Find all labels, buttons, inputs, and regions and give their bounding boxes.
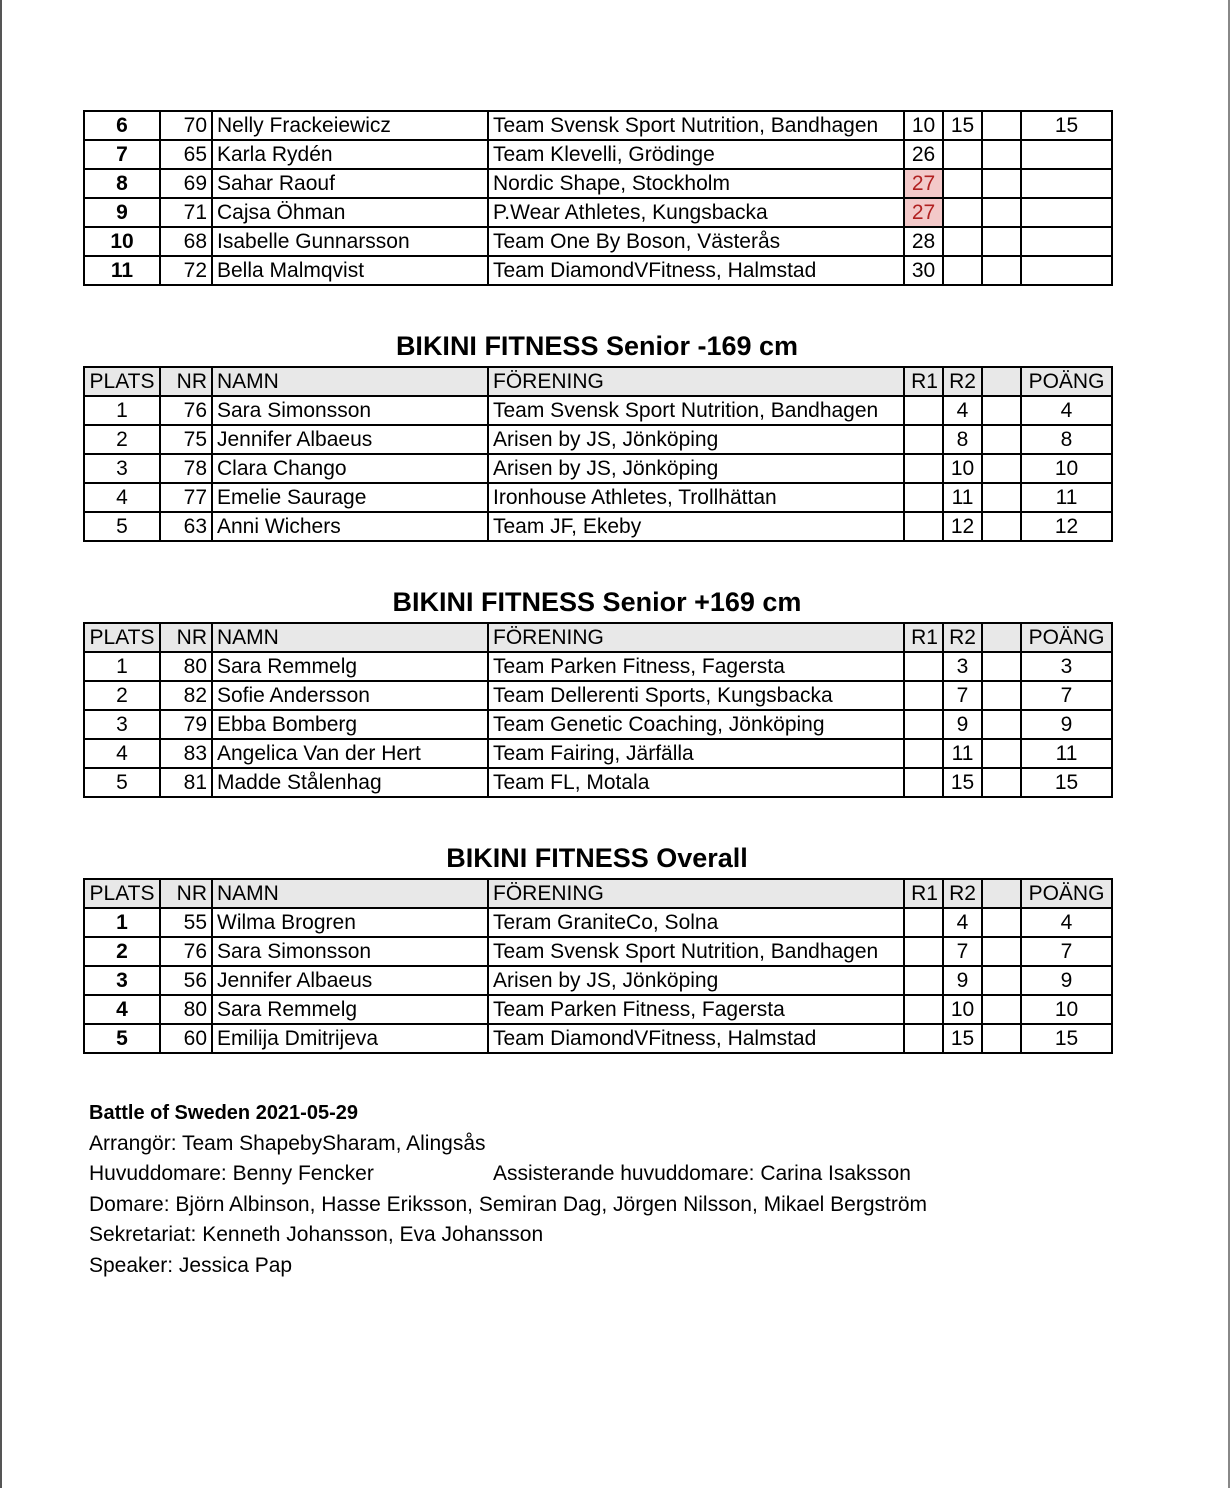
- forening-cell: Ironhouse Athletes, Trollhättan: [488, 483, 904, 512]
- namn-cell: Anni Wichers: [212, 512, 488, 541]
- r1-cell: 30: [904, 256, 943, 285]
- nr-cell: 76: [160, 396, 212, 425]
- judges-line: Domare: Björn Albinson, Hasse Eriksson, Semiran Dag, Jörgen Nilsson, Mikael Bergström: [89, 1192, 928, 1216]
- namn-cell: Sara Remmelg: [212, 652, 488, 681]
- poang-cell: 9: [1021, 710, 1112, 739]
- table-header-row: [84, 367, 1112, 396]
- empty-cell: [982, 652, 1021, 681]
- r2-cell: 15: [943, 111, 982, 140]
- table-row: [84, 937, 1112, 966]
- header-forening: FÖRENING: [488, 623, 904, 652]
- header-r2: R2: [943, 879, 982, 908]
- nr-cell: 80: [160, 995, 212, 1024]
- header-poang: POÄNG: [1021, 879, 1112, 908]
- results-table-overall: [83, 878, 1113, 1054]
- forening-cell: Team One By Boson, Västerås: [488, 227, 904, 256]
- nr-cell: 83: [160, 739, 212, 768]
- forening-cell: Arisen by JS, Jönköping: [488, 966, 904, 995]
- header-r1: R1: [904, 623, 943, 652]
- table-row: [84, 169, 1112, 198]
- namn-cell: Isabelle Gunnarsson: [212, 227, 488, 256]
- speaker-line: Speaker: Jessica Pap: [89, 1253, 293, 1277]
- empty-cell: [982, 454, 1021, 483]
- r2-cell: 7: [943, 681, 982, 710]
- poang-cell: [1021, 198, 1112, 227]
- table-row: [84, 256, 1112, 285]
- table-row: [84, 140, 1112, 169]
- nr-cell: 63: [160, 512, 212, 541]
- forening-cell: Team Svensk Sport Nutrition, Bandhagen: [488, 396, 904, 425]
- r1-cell: [904, 995, 943, 1024]
- r1-cell: [904, 512, 943, 541]
- header-poang: POÄNG: [1021, 367, 1112, 396]
- forening-cell: Team Parken Fitness, Fagersta: [488, 652, 904, 681]
- forening-cell: Nordic Shape, Stockholm: [488, 169, 904, 198]
- poang-cell: 10: [1021, 454, 1112, 483]
- poang-cell: 12: [1021, 512, 1112, 541]
- poang-cell: 7: [1021, 937, 1112, 966]
- r1-cell: [904, 966, 943, 995]
- table-row: [84, 396, 1112, 425]
- nr-cell: 72: [160, 256, 212, 285]
- empty-cell: [982, 1024, 1021, 1053]
- poang-cell: 11: [1021, 483, 1112, 512]
- poang-cell: 7: [1021, 681, 1112, 710]
- poang-cell: 11: [1021, 739, 1112, 768]
- forening-cell: Team FL, Motala: [488, 768, 904, 797]
- nr-cell: 82: [160, 681, 212, 710]
- poang-cell: 15: [1021, 111, 1112, 140]
- forening-cell: Team Svensk Sport Nutrition, Bandhagen: [488, 111, 904, 140]
- nr-cell: 79: [160, 710, 212, 739]
- plats-cell: 2: [84, 425, 160, 454]
- table-row: [84, 908, 1112, 937]
- nr-cell: 70: [160, 111, 212, 140]
- namn-cell: Sara Simonsson: [212, 937, 488, 966]
- r2-cell: 8: [943, 425, 982, 454]
- header-forening: FÖRENING: [488, 879, 904, 908]
- header-nr: NR: [160, 367, 212, 396]
- table-row: [84, 652, 1112, 681]
- empty-cell: [982, 425, 1021, 454]
- empty-cell: [982, 512, 1021, 541]
- poang-cell: 15: [1021, 1024, 1112, 1053]
- r2-cell: 4: [943, 908, 982, 937]
- header-nr: NR: [160, 879, 212, 908]
- r1-cell: [904, 652, 943, 681]
- nr-cell: 78: [160, 454, 212, 483]
- r1-cell: 10: [904, 111, 943, 140]
- table-row: [84, 198, 1112, 227]
- nr-cell: 60: [160, 1024, 212, 1053]
- nr-cell: 76: [160, 937, 212, 966]
- r2-cell: 4: [943, 396, 982, 425]
- section-title: BIKINI FITNESS Senior -169 cm: [395, 331, 799, 361]
- assistant-head-judge: Assisterande huvuddomare: Carina Isaksson: [493, 1162, 911, 1186]
- organizer-line: Arrangör: Team ShapebySharam, Alingsås: [89, 1131, 486, 1155]
- forening-cell: Team DiamondVFitness, Halmstad: [488, 1024, 904, 1053]
- table-row: [84, 1024, 1112, 1053]
- namn-cell: Angelica Van der Hert: [212, 739, 488, 768]
- plats-cell: 9: [84, 198, 160, 227]
- plats-cell: 5: [84, 512, 160, 541]
- empty-cell: [982, 140, 1021, 169]
- forening-cell: Team Genetic Coaching, Jönköping: [488, 710, 904, 739]
- r2-cell: 10: [943, 995, 982, 1024]
- empty-cell: [982, 483, 1021, 512]
- namn-cell: Nelly Frackeiewicz: [212, 111, 488, 140]
- plats-cell: 3: [84, 454, 160, 483]
- empty-cell: [982, 681, 1021, 710]
- header-poang: POÄNG: [1021, 623, 1112, 652]
- namn-cell: Emelie Saurage: [212, 483, 488, 512]
- header-r2: R2: [943, 367, 982, 396]
- poang-cell: [1021, 256, 1112, 285]
- results-table-continued: [83, 110, 1113, 286]
- plats-cell: 4: [84, 739, 160, 768]
- section-title: BIKINI FITNESS Overall: [446, 843, 748, 873]
- plats-cell: 2: [84, 937, 160, 966]
- r1-cell: [904, 768, 943, 797]
- header-r1: R1: [904, 367, 943, 396]
- empty-cell: [982, 256, 1021, 285]
- header-plats: PLATS: [84, 367, 160, 396]
- namn-cell: Ebba Bomberg: [212, 710, 488, 739]
- header-plats: PLATS: [84, 879, 160, 908]
- poang-cell: 3: [1021, 652, 1112, 681]
- forening-cell: Arisen by JS, Jönköping: [488, 425, 904, 454]
- poang-cell: 4: [1021, 396, 1112, 425]
- plats-cell: 3: [84, 710, 160, 739]
- r1-cell: [904, 710, 943, 739]
- table-row: [84, 512, 1112, 541]
- r2-cell: 7: [943, 937, 982, 966]
- table-row: [84, 454, 1112, 483]
- r2-cell: 15: [943, 768, 982, 797]
- event-info: [89, 1098, 927, 1282]
- table-row: [84, 768, 1112, 797]
- results-table-senior-plus-169: [83, 622, 1113, 798]
- empty-cell: [982, 396, 1021, 425]
- r1-cell: [904, 908, 943, 937]
- r1-cell: [904, 483, 943, 512]
- r2-cell: 11: [943, 739, 982, 768]
- namn-cell: Sofie Andersson: [212, 681, 488, 710]
- namn-cell: Sara Remmelg: [212, 995, 488, 1024]
- poang-cell: [1021, 140, 1112, 169]
- table-header-row: [84, 623, 1112, 652]
- r1-cell: 26: [904, 140, 943, 169]
- header-namn: NAMN: [212, 367, 488, 396]
- poang-cell: 9: [1021, 966, 1112, 995]
- table-row: [84, 227, 1112, 256]
- forening-cell: Teram GraniteCo, Solna: [488, 908, 904, 937]
- empty-cell: [982, 908, 1021, 937]
- r2-cell: 10: [943, 454, 982, 483]
- empty-cell: [982, 169, 1021, 198]
- nr-cell: 80: [160, 652, 212, 681]
- header-forening: FÖRENING: [488, 367, 904, 396]
- section-title: BIKINI FITNESS Senior +169 cm: [392, 587, 802, 617]
- poang-cell: [1021, 227, 1112, 256]
- r2-cell: 12: [943, 512, 982, 541]
- r1-cell: [904, 739, 943, 768]
- plats-cell: 5: [84, 768, 160, 797]
- nr-cell: 69: [160, 169, 212, 198]
- r2-cell: [943, 256, 982, 285]
- plats-cell: 6: [84, 111, 160, 140]
- plats-cell: 11: [84, 256, 160, 285]
- namn-cell: Karla Rydén: [212, 140, 488, 169]
- namn-cell: Bella Malmqvist: [212, 256, 488, 285]
- empty-cell: [982, 995, 1021, 1024]
- empty-cell: [982, 768, 1021, 797]
- namn-cell: Clara Chango: [212, 454, 488, 483]
- r2-cell: 9: [943, 710, 982, 739]
- plats-cell: 2: [84, 681, 160, 710]
- r2-cell: [943, 169, 982, 198]
- forening-cell: Team Dellerenti Sports, Kungsbacka: [488, 681, 904, 710]
- poang-cell: [1021, 169, 1112, 198]
- event-title: Battle of Sweden 2021-05-29: [89, 1102, 358, 1124]
- header-empty: [982, 879, 1021, 908]
- header-plats: PLATS: [84, 623, 160, 652]
- table-row: [84, 483, 1112, 512]
- r1-cell: [904, 681, 943, 710]
- namn-cell: Wilma Brogren: [212, 908, 488, 937]
- nr-cell: 77: [160, 483, 212, 512]
- r1-cell: 27: [904, 198, 943, 227]
- plats-cell: 7: [84, 140, 160, 169]
- forening-cell: Team Fairing, Järfälla: [488, 739, 904, 768]
- r2-cell: 9: [943, 966, 982, 995]
- table-row: [84, 710, 1112, 739]
- nr-cell: 68: [160, 227, 212, 256]
- nr-cell: 71: [160, 198, 212, 227]
- r1-cell: 28: [904, 227, 943, 256]
- results-table-senior-minus-169: [83, 366, 1113, 542]
- forening-cell: Team Svensk Sport Nutrition, Bandhagen: [488, 937, 904, 966]
- r1-cell: [904, 396, 943, 425]
- header-empty: [982, 623, 1021, 652]
- plats-cell: 8: [84, 169, 160, 198]
- table-row: [84, 739, 1112, 768]
- empty-cell: [982, 227, 1021, 256]
- nr-cell: 81: [160, 768, 212, 797]
- head-judge: Huvuddomare: Benny Fencker: [89, 1162, 374, 1186]
- page-edge-left: [0, 0, 2, 1488]
- poang-cell: 15: [1021, 768, 1112, 797]
- r2-cell: 15: [943, 1024, 982, 1053]
- r2-cell: 11: [943, 483, 982, 512]
- forening-cell: Arisen by JS, Jönköping: [488, 454, 904, 483]
- forening-cell: Team Parken Fitness, Fagersta: [488, 995, 904, 1024]
- r2-cell: 3: [943, 652, 982, 681]
- r2-cell: [943, 140, 982, 169]
- secretariat-line: Sekretariat: Kenneth Johansson, Eva Johansson: [89, 1223, 544, 1247]
- plats-cell: 10: [84, 227, 160, 256]
- plats-cell: 5: [84, 1024, 160, 1053]
- nr-cell: 56: [160, 966, 212, 995]
- namn-cell: Sara Simonsson: [212, 396, 488, 425]
- table-row: [84, 681, 1112, 710]
- r2-cell: [943, 227, 982, 256]
- namn-cell: Madde Stålenhag: [212, 768, 488, 797]
- forening-cell: Team Klevelli, Grödinge: [488, 140, 904, 169]
- r1-cell: [904, 1024, 943, 1053]
- r1-cell: 27: [904, 169, 943, 198]
- namn-cell: Sahar Raouf: [212, 169, 488, 198]
- header-r1: R1: [904, 879, 943, 908]
- header-namn: NAMN: [212, 623, 488, 652]
- empty-cell: [982, 710, 1021, 739]
- nr-cell: 65: [160, 140, 212, 169]
- r1-cell: [904, 937, 943, 966]
- header-r2: R2: [943, 623, 982, 652]
- empty-cell: [982, 937, 1021, 966]
- forening-cell: P.Wear Athletes, Kungsbacka: [488, 198, 904, 227]
- table-row: [84, 425, 1112, 454]
- forening-cell: Team DiamondVFitness, Halmstad: [488, 256, 904, 285]
- table-row: [84, 966, 1112, 995]
- empty-cell: [982, 111, 1021, 140]
- nr-cell: 75: [160, 425, 212, 454]
- r1-cell: [904, 425, 943, 454]
- namn-cell: Cajsa Öhman: [212, 198, 488, 227]
- empty-cell: [982, 966, 1021, 995]
- poang-cell: 8: [1021, 425, 1112, 454]
- head-judge-line: [89, 1159, 927, 1190]
- plats-cell: 1: [84, 652, 160, 681]
- empty-cell: [982, 198, 1021, 227]
- r1-cell: [904, 454, 943, 483]
- header-namn: NAMN: [212, 879, 488, 908]
- poang-cell: 10: [1021, 995, 1112, 1024]
- plats-cell: 1: [84, 908, 160, 937]
- r2-cell: [943, 198, 982, 227]
- plats-cell: 3: [84, 966, 160, 995]
- header-nr: NR: [160, 623, 212, 652]
- forening-cell: Team JF, Ekeby: [488, 512, 904, 541]
- plats-cell: 4: [84, 995, 160, 1024]
- nr-cell: 55: [160, 908, 212, 937]
- namn-cell: Jennifer Albaeus: [212, 966, 488, 995]
- plats-cell: 1: [84, 396, 160, 425]
- namn-cell: Emilija Dmitrijeva: [212, 1024, 488, 1053]
- header-empty: [982, 367, 1021, 396]
- table-row: [84, 111, 1112, 140]
- plats-cell: 4: [84, 483, 160, 512]
- poang-cell: 4: [1021, 908, 1112, 937]
- empty-cell: [982, 739, 1021, 768]
- table-row: [84, 995, 1112, 1024]
- table-header-row: [84, 879, 1112, 908]
- namn-cell: Jennifer Albaeus: [212, 425, 488, 454]
